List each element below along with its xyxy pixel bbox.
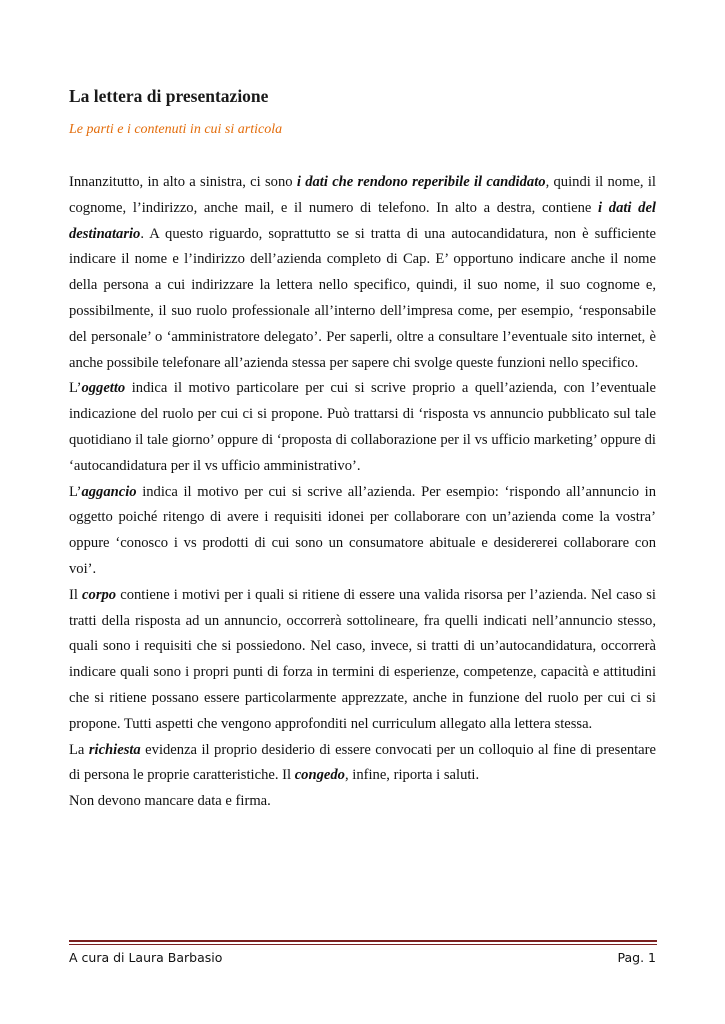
text-run: Il xyxy=(69,586,83,603)
paragraph-oggetto xyxy=(69,376,656,479)
emphasis-corpo: corpo xyxy=(82,586,117,603)
text-run: Innanzitutto, in alto a sinistra, ci sono xyxy=(69,174,297,190)
emphasis-dati-candidato: i dati che rendono reperibile il candidato xyxy=(296,174,546,190)
paragraph-aggancio xyxy=(69,480,656,583)
emphasis-congedo: congedo xyxy=(294,767,345,784)
text-run: contiene i motivi per i quali si ritiene di essere una valida risorsa per l’azienda. Nel caso si tratti della risposta ad un annuncio, occorrerà sottolineare, fra quelli indicati nell’annuncio stesso, quali sono i requisiti che si possiedono. Nel caso, invece, si tratti di un’autocandidatura, occorrerà indicare quali sono i propri punti di forza in termini di esperienze, competenze, capacità e attitudini che si ritiene possano essere particolarmente apprezzate, anche in funzione del ruolo per cui ci si propone. Tutti aspetti che vengono approfonditi nel curriculum allegato alla lettera stessa. xyxy=(69,586,656,732)
text-run: indica il motivo per cui si scrive all’azienda. Per esempio: ‘rispondo all’annuncio in oggetto poiché ritengo di avere i requisiti idonei per collaborare con un’azienda come la vostra’ oppure ‘conosco i vs prodotti di cui sono un consumatore abituale e desidererei collaborare con voi’. xyxy=(69,483,656,577)
paragraph-dati xyxy=(69,170,656,376)
text-run: . A questo riguardo, soprattutto se si tratta di una autocandidatura, non è sufficiente indicare il nome e l’indirizzo dell’azienda completo di Cap. E’ opportuno indicare anche il nome della persona a cui indirizzare la lettera nello specifico, quindi, il suo nome, il suo cognome e, possibilmente, il suo ruolo professionale all’interno dell’impresa come, per esempio, ‘responsabile del personale’ o ‘amministratore delegato’. Per saperli, oltre a consultare l’eventuale sito internet, è anche possibile telefonare all’azienda stessa per sapere chi svolge queste funzioni nello specifico. xyxy=(69,225,656,371)
document-title: La lettera di presentazione xyxy=(69,86,269,106)
emphasis-aggancio: aggancio xyxy=(81,483,137,500)
emphasis-richiesta: richiesta xyxy=(88,741,141,758)
emphasis-oggetto: oggetto xyxy=(81,380,126,397)
document-subtitle: Le parti e i contenuti in cui si articola xyxy=(69,122,283,137)
document-body xyxy=(69,170,656,815)
paragraph-corpo xyxy=(69,583,656,738)
emphasis-dati-destinatario: i dati del destinatario xyxy=(69,199,656,242)
paragraph-richiesta xyxy=(69,738,656,790)
text-run: indica il motivo particolare per cui si scrive proprio a quell’azienda, con l’eventuale indicazione del ruolo per cui ci si propone. Può trattarsi di ‘risposta vs annuncio pubblicato sul tale quotidiano il tale giorno’ oppure di ‘proposta di collaborazione per il vs ufficio marketing’ oppure di ‘autocandidatura per il vs ufficio amministrativo’. xyxy=(69,380,656,474)
text-run: L’ xyxy=(69,483,82,500)
footer-divider xyxy=(69,940,657,945)
footer-page-number: Pag. 1 xyxy=(617,950,656,965)
text-run: , infine, riporta i saluti. xyxy=(344,767,480,784)
paragraph-data-firma: Non devono mancare data e firma. xyxy=(69,793,271,810)
footer-author: A cura di Laura Barbasio xyxy=(69,950,223,965)
text-run: evidenza il proprio desiderio di essere convocati per un colloquio al fine di presentare di persona le proprie caratteristiche. Il xyxy=(69,741,656,784)
text-run: La xyxy=(69,741,89,758)
text-run: L’ xyxy=(69,380,82,397)
text-run: , quindi il nome, il cognome, l’indirizzo, anche mail, e il numero di telefono. In alto a destra, contiene xyxy=(69,174,656,216)
